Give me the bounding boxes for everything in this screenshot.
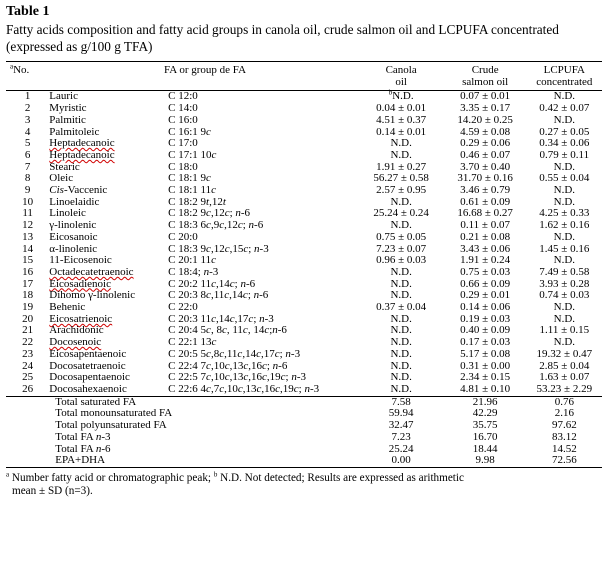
salmon-value: 5.17 ± 0.08 <box>460 347 511 360</box>
footnote-line1 <box>6 472 602 485</box>
salmon-value: 2.34 ± 0.15 <box>460 371 511 384</box>
totals-label: Total FA n-6 <box>55 442 111 455</box>
row-number: 8 <box>24 172 31 185</box>
header-canola <box>359 62 444 91</box>
salmon-value: 3.43 ± 0.06 <box>460 242 511 255</box>
lcpufa-value: N.D. <box>553 254 576 267</box>
fatty-acid-notation: C 20:3 8c,11c,14c; n-6 <box>168 289 269 302</box>
salmon-value: 0.31 ± 0.00 <box>460 359 511 372</box>
salmon-value: 16.68 ± 0.27 <box>457 207 513 220</box>
fatty-acid-name: Eicosadienoic <box>49 277 111 290</box>
lcpufa-value: 0.27 ± 0.05 <box>539 125 590 138</box>
canola-value: 7.23 ± 0.07 <box>376 242 427 255</box>
canola-value-text: N.D. <box>392 90 414 103</box>
fatty-acid-name: Oleic <box>49 172 74 185</box>
salmon-value: 3.70 ± 0.40 <box>460 160 511 173</box>
canola-value: N.D. <box>390 195 412 208</box>
fatty-acid-name: Palmitoleic <box>49 125 100 138</box>
table-row <box>6 115 602 127</box>
canola-value: N.D. <box>390 347 412 360</box>
fatty-acid-notation: C 18:2 9c,12c; n-6 <box>168 207 251 220</box>
canola-total: 0.00 <box>391 454 411 467</box>
fatty-acid-name: Eicosapentaenoic <box>49 347 127 360</box>
fatty-acid-notation: C 17:1 10c <box>168 148 217 161</box>
salmon-value: 14.20 ± 0.25 <box>457 113 513 126</box>
fatty-acid-name: Docosatetraenoic <box>49 359 126 372</box>
totals-spacer <box>6 444 49 456</box>
row-number: 17 <box>22 277 34 290</box>
header-lcpufa-line2: concentrated <box>536 75 593 88</box>
salmon-value: 0.11 ± 0.07 <box>460 219 510 232</box>
lcpufa-value: N.D. <box>553 230 576 243</box>
lcpufa-value: 0.34 ± 0.06 <box>539 137 590 150</box>
lcpufa-value: 1.63 ± 0.07 <box>539 371 590 384</box>
fatty-acid-notation: C 12:0 <box>168 90 198 103</box>
fatty-acid-name: Docosenoic <box>49 336 102 349</box>
lcpufa-value: 4.25 ± 0.33 <box>539 207 590 220</box>
fatty-acid-notation: C 16:1 9c <box>168 125 211 138</box>
canola-value: N.D. <box>390 371 412 384</box>
canola-value: N.D. <box>390 277 412 290</box>
totals-spacer <box>6 408 49 420</box>
canola-value: 4.51 ± 0.37 <box>376 113 427 126</box>
fatty-acid-notation: C 18:4; n-3 <box>168 265 219 278</box>
lcpufa-value: 2.85 ± 0.04 <box>539 359 590 372</box>
header-no-sup: a <box>10 62 14 71</box>
footnote-sup-a: a <box>6 470 10 479</box>
row-number: 3 <box>24 113 31 126</box>
totals-label: EPA+DHA <box>55 454 106 467</box>
row-number: 2 <box>24 102 31 115</box>
table-row <box>6 232 602 244</box>
salmon-total: 42.29 <box>472 407 498 420</box>
lcpufa-value: 1.62 ± 0.16 <box>539 219 590 232</box>
header-salmon-line2: salmon oil <box>462 75 509 88</box>
fatty-acid-notation: C 22:6 4c,7c,10c,13c,16c,19c; n-3 <box>168 382 320 395</box>
lcpufa-total: 97.62 <box>551 419 577 432</box>
lcpufa-value: 0.42 ± 0.07 <box>539 102 590 115</box>
salmon-total: 35.75 <box>472 419 498 432</box>
canola-value: N.D. <box>390 137 412 150</box>
totals-label: Total FA n-3 <box>55 430 111 443</box>
row-number: 7 <box>24 160 31 173</box>
row-number: 18 <box>22 289 34 302</box>
row-number: 14 <box>22 242 34 255</box>
lcpufa-value: N.D. <box>553 301 576 314</box>
fatty-acid-name: 11-Eicosenoic <box>49 254 112 267</box>
canola-value: N.D. <box>390 336 412 349</box>
salmon-value: 0.46 ± 0.07 <box>460 148 511 161</box>
salmon-value: 3.46 ± 0.79 <box>460 184 511 197</box>
salmon-value: 0.17 ± 0.03 <box>460 336 511 349</box>
salmon-value: 0.21 ± 0.08 <box>460 230 511 243</box>
row-number: 24 <box>22 359 34 372</box>
salmon-value: 0.40 ± 0.09 <box>460 324 511 337</box>
footnote-text-b: N.D. Not detected; Results are expressed as arithmetic <box>217 471 464 484</box>
fatty-acid-name: γ-linolenic <box>49 219 97 232</box>
header-salmon-line1: Crude <box>471 64 499 76</box>
salmon-total: 16.70 <box>472 430 498 443</box>
table-row <box>6 302 602 314</box>
table-row <box>6 91 602 103</box>
row-number: 25 <box>22 371 34 384</box>
salmon-value: 4.59 ± 0.08 <box>460 125 511 138</box>
salmon-value: 1.91 ± 0.24 <box>460 254 511 267</box>
canola-value: N.D. <box>390 148 412 161</box>
fatty-acid-name: Eicosanoic <box>49 230 98 243</box>
table-footnote <box>6 472 602 498</box>
header-no-label: No. <box>13 64 30 76</box>
canola-value: 56.27 ± 0.58 <box>373 172 429 185</box>
fatty-acid-name: Docosapentaenoic <box>49 371 130 384</box>
canola-value: N.D. <box>390 265 412 278</box>
row-number: 21 <box>22 324 34 337</box>
row-number: 20 <box>22 312 34 325</box>
canola-value: N.D. <box>390 289 412 302</box>
header-canola-line1: Canola <box>385 64 417 76</box>
row-number: 1 <box>24 90 31 103</box>
fatty-acid-name: Linoelaidic <box>49 195 100 208</box>
lcpufa-total: 14.52 <box>551 442 577 455</box>
totals-label: Total saturated FA <box>55 395 137 408</box>
salmon-value: 0.61 ± 0.09 <box>460 195 511 208</box>
lcpufa-value: 3.93 ± 0.28 <box>539 277 590 290</box>
canola-total: 7.58 <box>391 395 411 408</box>
salmon-value: 0.66 ± 0.09 <box>460 277 511 290</box>
canola-total: 25.24 <box>388 442 414 455</box>
fatty-acid-name: Palmitic <box>49 113 86 126</box>
row-number: 16 <box>22 265 34 278</box>
lcpufa-total: 83.12 <box>551 430 577 443</box>
totals-spacer <box>6 455 49 467</box>
nd-sup: b <box>388 88 393 97</box>
salmon-value: 4.81 ± 0.10 <box>460 382 511 395</box>
salmon-value: 0.14 ± 0.06 <box>460 301 511 314</box>
fatty-acid-notation: C 20:3 11c,14c,17c; n-3 <box>168 312 274 325</box>
fatty-acid-name: Linoleic <box>49 207 86 220</box>
fatty-acid-name: Heptadecanoic <box>49 148 115 161</box>
row-number: 19 <box>22 301 34 314</box>
fatty-acid-notation: C 18:1 9c <box>168 172 211 185</box>
fatty-acid-name: Lauric <box>49 90 78 103</box>
footnote-text-a: Number fatty acid or chromatographic peak; <box>9 471 214 484</box>
fatty-acid-name: Heptadecanoic <box>49 137 115 150</box>
salmon-total: 9.98 <box>475 454 495 467</box>
row-number: 6 <box>24 148 31 161</box>
fatty-acid-notation: C 17:0 <box>168 137 198 150</box>
fatty-acid-notation: C 22:5 7c,10c,13c,16c,19c; n-3 <box>168 371 306 384</box>
fatty-acids-table <box>6 61 602 468</box>
row-number: 4 <box>24 125 31 138</box>
fatty-acid-notation: C 20:2 11c,14c; n-6 <box>168 277 256 290</box>
table-label: Table 1 <box>6 4 50 19</box>
fatty-acid-notation: C 18:2 9t,12t <box>168 195 226 208</box>
fatty-acid-notation: C 18:3 6c,9c,12c; n-6 <box>168 219 264 232</box>
salmon-value: 0.75 ± 0.03 <box>460 265 511 278</box>
header-salmon <box>444 62 527 91</box>
fatty-acid-name: Arachidonic <box>49 324 104 337</box>
fatty-acid-name: Cis-Vaccenic <box>49 184 108 197</box>
canola-total: 32.47 <box>388 419 414 432</box>
footnote-sup-b: b <box>213 470 218 479</box>
row-number: 12 <box>22 219 34 232</box>
totals-label: Total monounsaturated FA <box>55 407 173 420</box>
totals-spacer <box>6 396 49 408</box>
row-number: 11 <box>22 207 33 220</box>
table-row <box>6 349 602 361</box>
canola-value: N.D. <box>390 219 412 232</box>
row-number: 5 <box>24 137 31 150</box>
canola-value: 25.24 ± 0.24 <box>373 207 429 220</box>
header-no <box>6 62 49 91</box>
salmon-value: 0.19 ± 0.03 <box>460 312 511 325</box>
row-number: 26 <box>22 382 34 395</box>
table-row <box>6 185 602 197</box>
canola-total: 7.23 <box>391 430 411 443</box>
fatty-acid-name: Stearic <box>49 160 80 173</box>
lcpufa-value: 0.55 ± 0.04 <box>539 172 590 185</box>
canola-value: 0.14 ± 0.01 <box>376 125 427 138</box>
document <box>6 4 602 498</box>
lcpufa-value: N.D. <box>553 336 576 349</box>
fatty-acid-notation: C 18:0 <box>168 160 198 173</box>
salmon-total: 18.44 <box>472 442 498 455</box>
table-body <box>6 88 602 396</box>
row-number: 10 <box>22 195 34 208</box>
table-row <box>6 384 602 396</box>
lcpufa-value: N.D. <box>553 184 576 197</box>
row-number: 23 <box>22 347 34 360</box>
canola-value: 0.75 ± 0.05 <box>376 230 427 243</box>
fatty-acid-name: Docosahexaenoic <box>49 382 127 395</box>
canola-value: 0.96 ± 0.03 <box>376 254 427 267</box>
fatty-acid-notation: C 16:0 <box>168 113 198 126</box>
totals-row <box>6 455 602 467</box>
lcpufa-value: N.D. <box>553 160 576 173</box>
canola-value: 0.04 ± 0.01 <box>376 102 427 115</box>
lcpufa-value: 19.32 ± 0.47 <box>536 347 593 360</box>
table-row <box>6 150 602 162</box>
fatty-acid-notation: C 22:4 7c,10c,13c,16c; n-6 <box>168 359 288 372</box>
row-number: 9 <box>24 184 31 197</box>
lcpufa-value: 1.11 ± 0.15 <box>539 324 590 337</box>
table-totals <box>6 396 602 467</box>
lcpufa-value: 1.45 ± 0.16 <box>539 242 590 255</box>
salmon-value: 0.29 ± 0.01 <box>460 289 511 302</box>
header-lcpufa <box>527 62 602 91</box>
fatty-acid-notation: C 22:0 <box>168 301 198 314</box>
canola-value: N.D. <box>390 312 412 325</box>
lcpufa-value: 0.74 ± 0.03 <box>539 289 590 302</box>
lcpufa-value: N.D. <box>553 113 576 126</box>
fatty-acid-notation: C 18:3 9c,12c,15c; n-3 <box>168 242 269 255</box>
canola-total: 59.94 <box>388 407 414 420</box>
fatty-acid-notation: C 18:1 11c <box>168 184 217 197</box>
fatty-acid-name: Eicosatrienoic <box>49 312 113 325</box>
row-number: 13 <box>22 230 34 243</box>
lcpufa-value: N.D. <box>553 312 576 325</box>
lcpufa-value: 53.23 ± 2.29 <box>536 382 593 395</box>
fatty-acid-name: Behenic <box>49 301 86 314</box>
row-number: 15 <box>22 254 34 267</box>
lcpufa-total: 72.56 <box>551 454 577 467</box>
lcpufa-value: 7.49 ± 0.58 <box>539 265 590 278</box>
fatty-acid-notation: C 20:1 11c <box>168 254 217 267</box>
salmon-value: 31.70 ± 0.16 <box>457 172 513 185</box>
table-row <box>6 267 602 279</box>
salmon-value: 3.35 ± 0.17 <box>460 102 511 115</box>
canola-value: N.D. <box>390 359 412 372</box>
totals-spacer <box>6 420 49 432</box>
salmon-value: 0.29 ± 0.06 <box>460 137 511 150</box>
salmon-total: 21.96 <box>472 395 498 408</box>
fatty-acid-name: Myristic <box>49 102 87 115</box>
header-fa: FA or group de FA <box>163 64 247 76</box>
row-number: 22 <box>22 336 34 349</box>
totals-label: Total polyunsaturated FA <box>55 419 167 432</box>
fatty-acid-notation: C 20:4 5c, 8c, 11c, 14c;n-6 <box>168 324 287 337</box>
footnote-line2: mean ± SD (n=3). <box>12 484 93 497</box>
lcpufa-value: 0.79 ± 0.11 <box>539 148 590 161</box>
canola-value: 2.57 ± 0.95 <box>376 184 427 197</box>
fatty-acid-notation: C 14:0 <box>168 102 198 115</box>
fatty-acid-name: Octadecatetraenoic <box>49 265 134 278</box>
canola-value: N.D. <box>390 324 412 337</box>
fatty-acid-notation: C 20:0 <box>168 230 198 243</box>
lcpufa-value: N.D. <box>553 195 576 208</box>
canola-value: 1.91 ± 0.27 <box>376 160 427 173</box>
fatty-acid-name: α-linolenic <box>49 242 98 255</box>
fatty-acid-name: Dihomo γ-linolenic <box>49 289 136 302</box>
canola-value: 0.37 ± 0.04 <box>376 301 427 314</box>
table-row <box>6 290 602 302</box>
fatty-acid-notation: C 22:1 13c <box>168 336 217 349</box>
table-caption: Fatty acids composition and fatty acid groups in canola oil, crude salmon oil and LCPUFA concentrated (expressed as g/100 g TFA) <box>6 22 559 54</box>
header-lcpufa-line1: LCPUFA <box>543 64 585 76</box>
totals-spacer <box>6 432 49 444</box>
lcpufa-total: 2.16 <box>554 407 574 420</box>
canola-value: N.D. <box>390 382 412 395</box>
fatty-acid-notation: C 20:5 5c,8c,11c,14c,17c; n-3 <box>168 347 301 360</box>
lcpufa-total: 0.76 <box>554 395 574 408</box>
table-header-row <box>6 62 602 91</box>
salmon-value: 0.07 ± 0.01 <box>460 90 511 103</box>
header-canola-line2: oil <box>395 75 407 88</box>
lcpufa-value: N.D. <box>553 90 576 103</box>
